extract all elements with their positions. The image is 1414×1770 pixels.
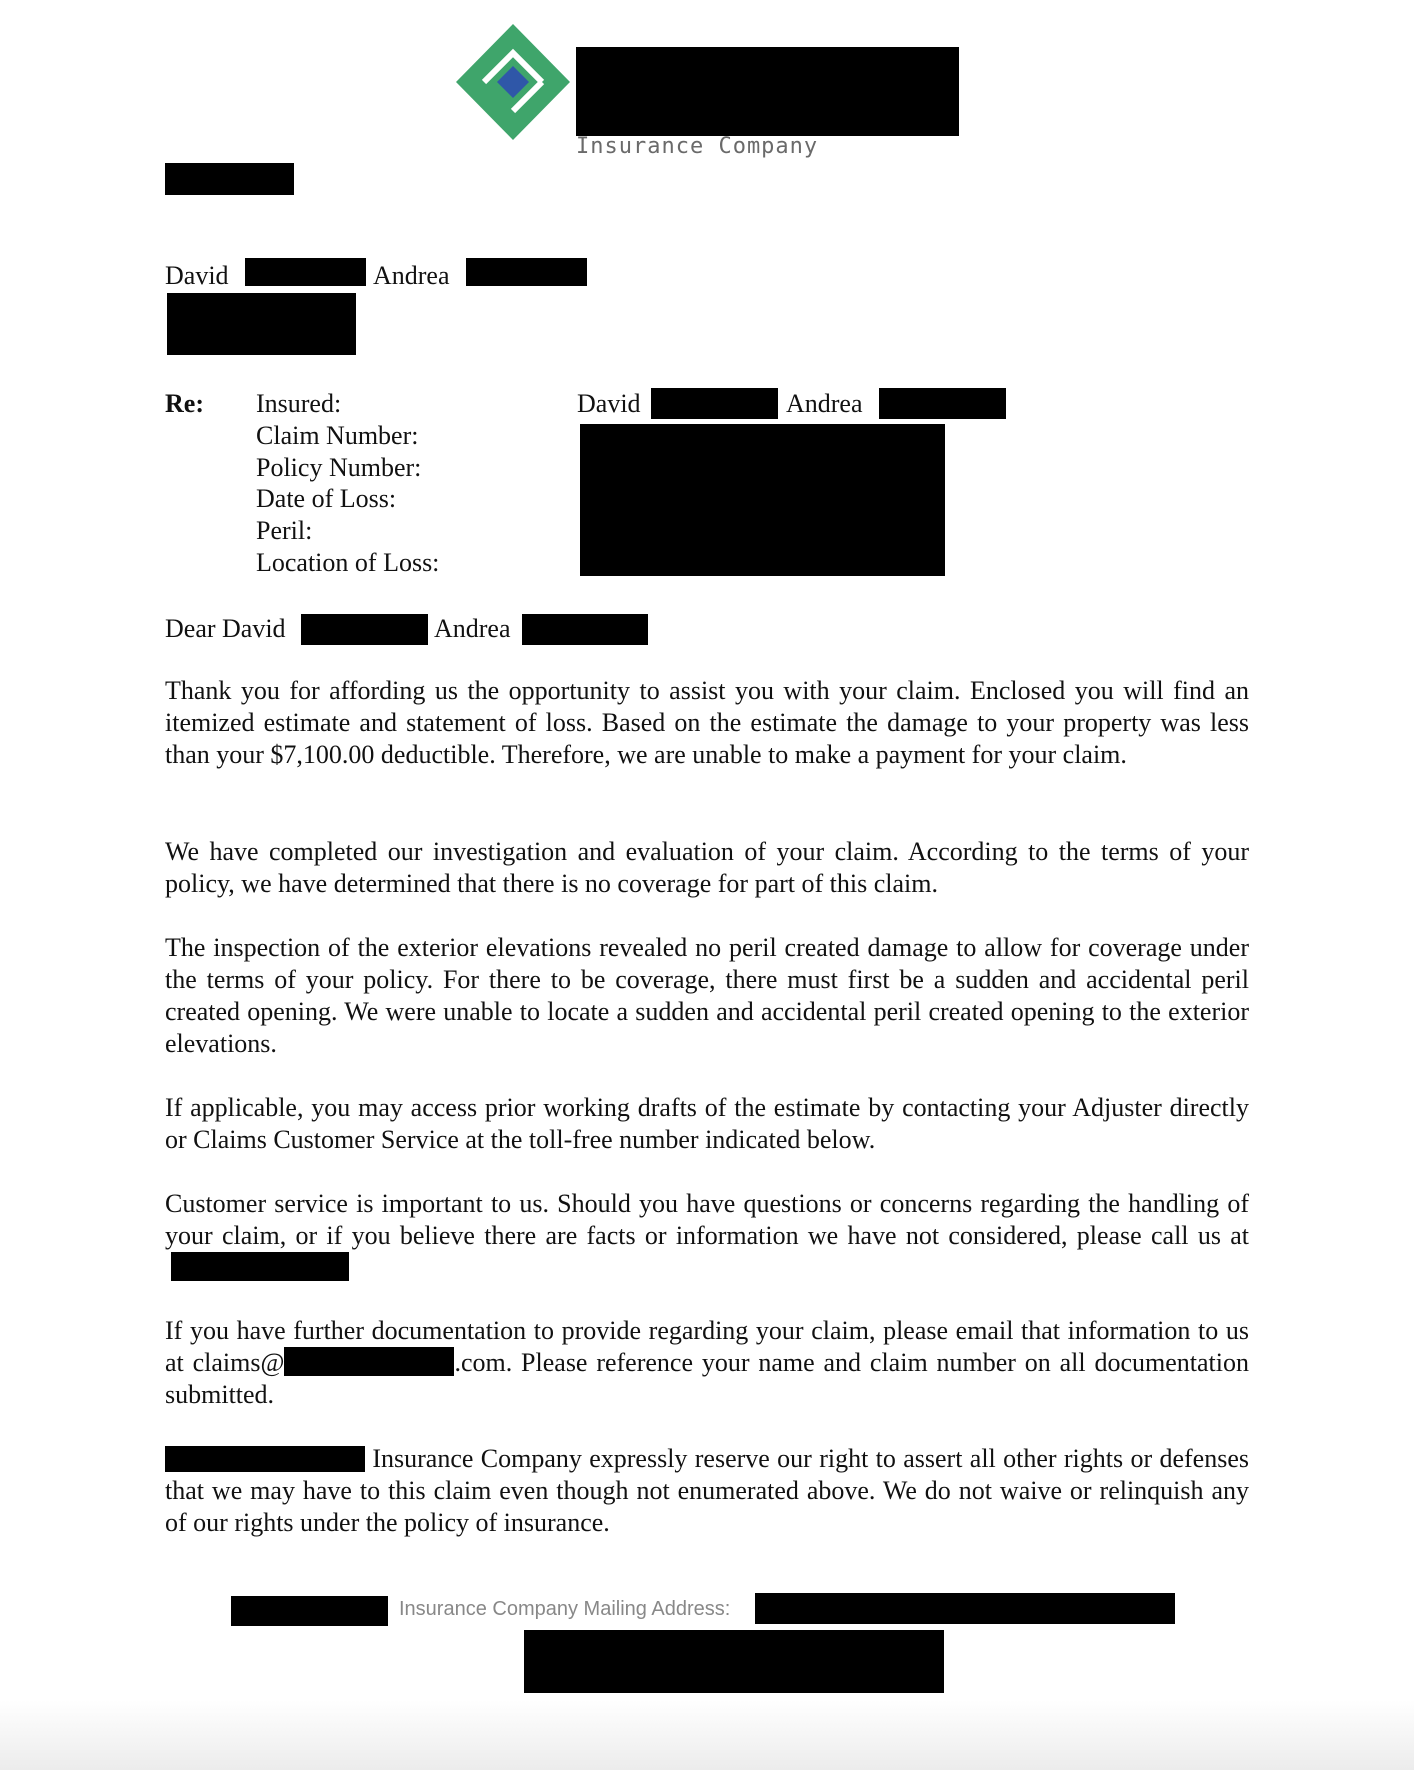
redacted-address	[167, 293, 356, 355]
addressee-first-name-1: David	[165, 261, 229, 290]
paragraph-deductible: Thank you for affording us the opportunity to assist you with your claim. Enclosed you will find an itemized estimate and statement of loss. Based on the estimate the damage to your property was less than your $7,100.00 deductible. Therefore, we are unable to make a payment for your claim.	[165, 676, 1249, 769]
redacted-footer-contact	[524, 1630, 944, 1693]
redacted-mailing-address	[755, 1593, 1175, 1624]
salutation-prefix: Dear David	[165, 614, 286, 643]
paragraph-customer-service	[165, 1188, 1249, 1284]
re-label: Re:	[165, 389, 204, 418]
redacted-phone	[171, 1252, 349, 1281]
re-field-insured: Insured:	[256, 389, 342, 418]
re-field-date-of-loss: Date of Loss:	[256, 484, 397, 514]
paragraph-inspection: The inspection of the exterior elevations revealed no peril created damage to allow for coverage under the terms of your policy. For there to be coverage, there must first be a sudden and accidental peril created opening. We were unable to locate a sudden and accidental peril created opening to the exterior elevations.	[165, 933, 1249, 1058]
bottom-edge-shadow	[0, 1700, 1414, 1770]
redacted-email-domain	[284, 1347, 454, 1376]
footer-mailing-label: Insurance Company Mailing Address:	[399, 1598, 731, 1620]
company-subtitle: Insurance Company	[576, 134, 819, 159]
re-field-peril: Peril:	[256, 516, 313, 546]
re-field-claim-number: Claim Number:	[256, 420, 419, 450]
redacted-surname	[879, 388, 1006, 419]
redacted-surname	[466, 258, 587, 286]
paragraph-documentation	[165, 1315, 1249, 1411]
customer-service-text: Customer service is important to us. Should you have questions or concerns regarding the handling of your claim, or if you believe there are facts or information we have not considered, please call us at	[165, 1189, 1249, 1250]
redacted-surname	[522, 614, 648, 645]
insured-first-name-1: David	[577, 389, 641, 418]
redacted-surname	[651, 388, 778, 419]
redacted-surname	[301, 614, 428, 645]
company-logo-icon	[454, 22, 572, 142]
salutation-second-name: Andrea	[434, 614, 511, 643]
redacted-company-name	[165, 1446, 365, 1472]
reservation-text: Insurance Company expressly reserve our right to assert all other rights or defenses that we may have to this claim even though not enumerated above. We do not waive or relinquish any of our rights under the policy of insurance.	[165, 1444, 1249, 1537]
redacted-claim-details	[580, 424, 945, 576]
paragraph-coverage: We have completed our investigation and evaluation of your claim. According to the terms of your policy, we have determined that there is no coverage for part of this claim.	[165, 837, 1249, 898]
redacted-surname	[245, 258, 366, 286]
redacted-company-name	[576, 47, 959, 136]
insured-first-name-2: Andrea	[786, 389, 863, 418]
re-field-list	[256, 388, 439, 579]
addressee-first-name-2: Andrea	[373, 261, 450, 290]
documentation-text-after: .com. Please reference your name and claim number on all documentation submitted.	[165, 1348, 1249, 1409]
redacted-company-name	[231, 1596, 388, 1626]
paragraph-reservation	[165, 1443, 1249, 1539]
documentation-text-before: If you have further documentation to provide regarding your claim, please email that information to us at claims@	[165, 1316, 1249, 1377]
redacted-date	[165, 163, 294, 195]
re-field-policy-number: Policy Number:	[256, 452, 422, 482]
paragraph-drafts: If applicable, you may access prior working drafts of the estimate by contacting your Adjuster directly or Claims Customer Service at the toll-free number indicated below.	[165, 1093, 1249, 1154]
re-field-location-of-loss: Location of Loss:	[256, 547, 440, 577]
